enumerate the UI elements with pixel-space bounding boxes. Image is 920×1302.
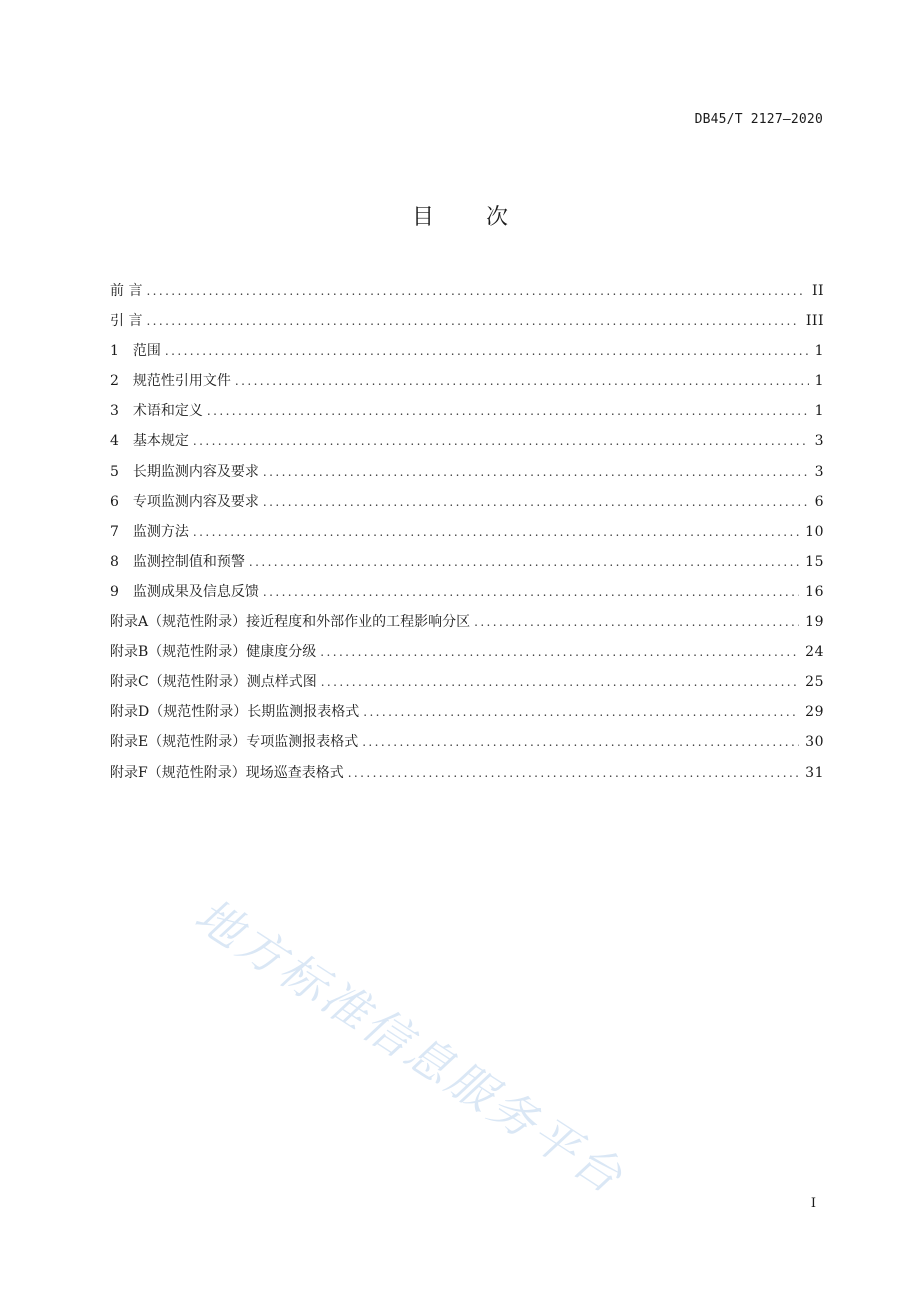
toc-entry-page: 10 — [805, 523, 824, 540]
toc-entry-2[interactable] — [110, 366, 824, 396]
toc-entry-label: 引 言 — [110, 313, 143, 330]
table-of-contents — [110, 276, 824, 788]
toc-entry-3[interactable] — [110, 396, 824, 426]
toc-entry-appendix-c[interactable] — [110, 667, 824, 697]
toc-entry-page: 15 — [805, 553, 824, 570]
toc-dot-leader — [249, 547, 799, 577]
page-title — [0, 200, 920, 231]
toc-entry-introduction[interactable] — [110, 306, 824, 336]
toc-entry-page: 3 — [814, 463, 824, 480]
toc-entry-appendix-d[interactable] — [110, 697, 824, 727]
toc-entry-label: 附录C（规范性附录）测点样式图 — [110, 674, 317, 691]
toc-entry-5[interactable] — [110, 457, 824, 487]
toc-entry-1[interactable] — [110, 336, 824, 366]
toc-entry-page: 6 — [814, 493, 824, 510]
toc-entry-label: 7 监测方法 — [110, 523, 189, 540]
toc-entry-label: 附录F（规范性附录）现场巡查表格式 — [110, 764, 344, 781]
toc-entry-foreword[interactable] — [110, 276, 824, 306]
title-char-1: 目 — [411, 205, 434, 230]
toc-entry-label: 2 规范性引用文件 — [110, 373, 231, 390]
toc-dot-leader — [146, 306, 799, 336]
toc-entry-6[interactable] — [110, 487, 824, 517]
toc-entry-label: 9 监测成果及信息反馈 — [110, 583, 259, 600]
toc-dot-leader — [363, 697, 799, 727]
toc-entry-page: 30 — [805, 734, 824, 751]
toc-dot-leader — [362, 727, 799, 757]
toc-dot-leader — [165, 336, 809, 366]
toc-dot-leader — [263, 487, 809, 517]
toc-entry-page: 25 — [805, 674, 824, 691]
toc-entry-label: 附录B（规范性附录）健康度分级 — [110, 644, 317, 661]
toc-dot-leader — [193, 517, 799, 547]
toc-dot-leader — [207, 396, 809, 426]
page-number: I — [810, 1196, 816, 1211]
toc-dot-leader — [263, 577, 799, 607]
toc-dot-leader — [146, 276, 805, 306]
toc-entry-appendix-a[interactable] — [110, 607, 824, 637]
toc-entry-9[interactable] — [110, 577, 824, 607]
toc-entry-label: 4 基本规定 — [110, 433, 189, 450]
toc-entry-page: 1 — [814, 373, 824, 390]
toc-entry-label: 8 监测控制值和预警 — [110, 553, 245, 570]
toc-entry-page: 3 — [814, 433, 824, 450]
toc-entry-label: 附录A（规范性附录）接近程度和外部作业的工程影响分区 — [110, 614, 471, 631]
toc-entry-label: 附录E（规范性附录）专项监测报表格式 — [110, 734, 359, 751]
toc-entry-page: 29 — [805, 704, 824, 721]
toc-entry-7[interactable] — [110, 517, 824, 547]
toc-entry-appendix-e[interactable] — [110, 727, 824, 757]
toc-entry-appendix-f[interactable] — [110, 758, 824, 788]
toc-entry-page: 31 — [805, 764, 824, 781]
toc-entry-page: 1 — [814, 403, 824, 420]
toc-dot-leader — [320, 637, 799, 667]
toc-entry-page: 24 — [805, 644, 824, 661]
toc-entry-label: 5 长期监测内容及要求 — [110, 463, 259, 480]
toc-entry-page: 16 — [805, 583, 824, 600]
title-char-2: 次 — [486, 205, 509, 230]
toc-dot-leader — [235, 366, 809, 396]
toc-entry-appendix-b[interactable] — [110, 637, 824, 667]
toc-dot-leader — [321, 667, 799, 697]
toc-dot-leader — [263, 457, 809, 487]
watermark: 地方标准信息服务平台 — [185, 887, 635, 1206]
toc-entry-page: 19 — [805, 614, 824, 631]
toc-entry-4[interactable] — [110, 426, 824, 456]
toc-dot-leader — [348, 758, 799, 788]
toc-entry-label: 3 术语和定义 — [110, 403, 203, 420]
toc-entry-page: III — [805, 313, 824, 330]
toc-entry-label: 1 范围 — [110, 343, 161, 360]
toc-entry-label: 6 专项监测内容及要求 — [110, 493, 259, 510]
toc-entry-label: 前 言 — [110, 283, 143, 299]
toc-entry-8[interactable] — [110, 547, 824, 577]
toc-entry-page: II — [811, 283, 824, 299]
toc-dot-leader — [474, 607, 799, 637]
document-code: DB45/T 2127—2020 — [694, 112, 823, 127]
toc-entry-page: 1 — [814, 343, 824, 360]
toc-entry-label: 附录D（规范性附录）长期监测报表格式 — [110, 704, 360, 721]
toc-dot-leader — [193, 426, 809, 456]
